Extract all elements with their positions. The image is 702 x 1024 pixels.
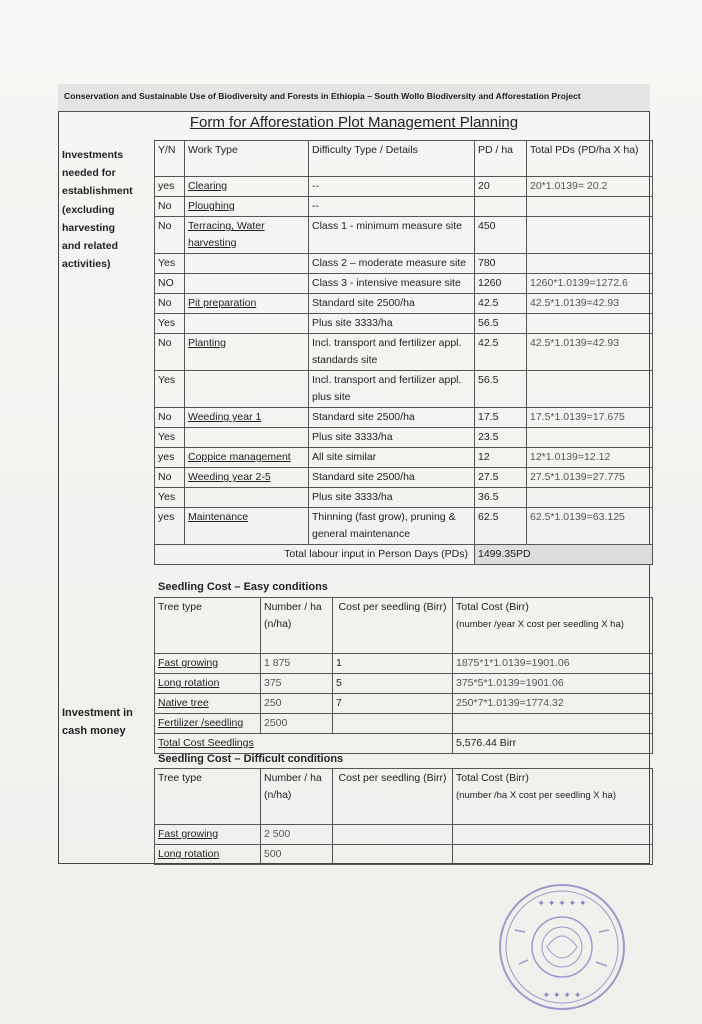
project-header: Conservation and Sustainable Use of Biodiversity and Forests in Ethiopia – South Wollo Biodiversity and Afforestation Project — [58, 84, 650, 112]
seedling-row — [155, 654, 653, 674]
cell-yn: NO — [155, 274, 185, 294]
cell-difficulty: Plus site 3333/ha — [309, 488, 475, 508]
cell-tree-type: Fertilizer /seedling — [155, 714, 261, 734]
cell-total-cost: 375*5*1.0139=1901.06 — [453, 674, 653, 694]
cell-total-pds: 42.5*1.0139=42.93 — [527, 294, 653, 314]
cell-work-type: Planting — [185, 334, 309, 371]
seedling-row — [155, 674, 653, 694]
col-number-ha: Number / ha (n/ha) — [261, 769, 333, 825]
total-labour-value: 1499.35PD — [475, 545, 653, 565]
cell-difficulty: -- — [309, 197, 475, 217]
cell-cost — [333, 825, 453, 845]
cell-work-type: Terracing, Water harvesting — [185, 217, 309, 254]
labour-row — [155, 468, 653, 488]
cell-difficulty: Incl. transport and fertilizer appl. standards site — [309, 334, 475, 371]
cell-difficulty: Standard site 2500/ha — [309, 468, 475, 488]
col-total-cost: Total Cost (Birr) (number /year X cost per seedling X ha) — [453, 598, 653, 654]
cell-pd-ha: 62.5 — [475, 508, 527, 545]
cell-work-type: Maintenance — [185, 508, 309, 545]
easy-heading: Seedling Cost – Easy conditions — [158, 581, 328, 593]
col-tree-type: Tree type — [155, 769, 261, 825]
official-stamp-icon — [495, 880, 630, 1015]
cell-work-type — [185, 314, 309, 334]
section-label-establishment: Investments needed for establishment (excluding harvesting and related activities) — [62, 149, 133, 271]
cell-cost — [333, 714, 453, 734]
labour-row — [155, 294, 653, 314]
difficult-header-row — [155, 769, 653, 825]
cell-total-pds: 42.5*1.0139=42.93 — [527, 334, 653, 371]
cell-work-type: Weeding year 2-5 — [185, 468, 309, 488]
cell-number: 2500 — [261, 714, 333, 734]
cell-pd-ha: 1260 — [475, 274, 527, 294]
cell-total-pds — [527, 314, 653, 334]
section-label-cash: Investment in cash money — [62, 707, 133, 737]
cell-work-type: Clearing — [185, 177, 309, 197]
cell-number: 375 — [261, 674, 333, 694]
cell-cost — [333, 845, 453, 865]
cell-total-cost: 1875*1*1.0139=1901.06 — [453, 654, 653, 674]
cell-pd-ha: 56.5 — [475, 314, 527, 334]
cell-work-type — [185, 371, 309, 408]
labour-row — [155, 177, 653, 197]
cell-difficulty: All site similar — [309, 448, 475, 468]
cell-cost: 7 — [333, 694, 453, 714]
difficult-seedling-table — [154, 768, 653, 865]
cell-difficulty: Class 1 - minimum measure site — [309, 217, 475, 254]
cell-pd-ha: 27.5 — [475, 468, 527, 488]
cell-difficulty: -- — [309, 177, 475, 197]
col-work-type: Work Type — [185, 141, 309, 177]
labour-row — [155, 408, 653, 428]
cell-pd-ha — [475, 197, 527, 217]
cell-yn: yes — [155, 508, 185, 545]
labour-row — [155, 274, 653, 294]
cell-total-pds — [527, 254, 653, 274]
cell-yn: Yes — [155, 488, 185, 508]
labour-row — [155, 448, 653, 468]
cell-pd-ha: 23.5 — [475, 428, 527, 448]
cell-pd-ha: 36.5 — [475, 488, 527, 508]
seedling-row — [155, 714, 653, 734]
cell-difficulty: Plus site 3333/ha — [309, 428, 475, 448]
cell-work-type — [185, 274, 309, 294]
cell-total-pds: 27.5*1.0139=27.775 — [527, 468, 653, 488]
labour-row — [155, 334, 653, 371]
cell-work-type: Weeding year 1 — [185, 408, 309, 428]
cell-difficulty: Class 2 – moderate measure site — [309, 254, 475, 274]
cell-difficulty: Plus site 3333/ha — [309, 314, 475, 334]
cell-pd-ha: 450 — [475, 217, 527, 254]
labour-row — [155, 254, 653, 274]
cell-total-pds — [527, 197, 653, 217]
col-cost-per-seedling: Cost per seedling (Birr) — [333, 769, 453, 825]
cell-yn: yes — [155, 177, 185, 197]
cell-work-type — [185, 254, 309, 274]
labour-row — [155, 371, 653, 408]
col-total-cost: Total Cost (Birr) (number /ha X cost per seedling X ha) — [453, 769, 653, 825]
col-yn: Y/N — [155, 141, 185, 177]
cell-yn: No — [155, 408, 185, 428]
cell-cost: 1 — [333, 654, 453, 674]
cell-difficulty: Standard site 2500/ha — [309, 294, 475, 314]
cell-total-cost — [453, 714, 653, 734]
easy-total-value: 5,576.44 Birr — [453, 734, 653, 754]
cell-total-cost — [453, 825, 653, 845]
seedling-row — [155, 694, 653, 714]
cell-total-pds: 62.5*1.0139=63.125 — [527, 508, 653, 545]
cell-yn: Yes — [155, 428, 185, 448]
cell-tree-type: Native tree — [155, 694, 261, 714]
cell-yn: Yes — [155, 314, 185, 334]
col-number-ha: Number / ha (n/ha) — [261, 598, 333, 654]
cell-total-pds: 17.5*1.0139=17.675 — [527, 408, 653, 428]
col-total-pds: Total PDs (PD/ha X ha) — [527, 141, 653, 177]
col-cost-per-seedling: Cost per seedling (Birr) — [333, 598, 453, 654]
cell-yn: No — [155, 197, 185, 217]
cell-yn: No — [155, 334, 185, 371]
cell-total-pds — [527, 371, 653, 408]
cell-difficulty: Incl. transport and fertilizer appl. plus site — [309, 371, 475, 408]
cell-total-pds: 12*1.0139=12.12 — [527, 448, 653, 468]
svg-text:✦ ✦ ✦ ✦ ✦: ✦ ✦ ✦ ✦ ✦ — [537, 899, 587, 909]
easy-total-row — [155, 734, 653, 754]
cell-work-type: Ploughing — [185, 197, 309, 217]
cell-pd-ha: 12 — [475, 448, 527, 468]
seedling-row — [155, 825, 653, 845]
labour-row — [155, 488, 653, 508]
cell-yn: No — [155, 468, 185, 488]
cell-total-cost: 250*7*1.0139=1774.32 — [453, 694, 653, 714]
cell-yn: No — [155, 294, 185, 314]
cell-total-cost — [453, 845, 653, 865]
cell-tree-type: Fast growing — [155, 654, 261, 674]
labour-table — [154, 140, 653, 565]
total-labour-label: Total labour input in Person Days (PDs) — [155, 545, 475, 565]
col-pd-ha: PD / ha — [475, 141, 527, 177]
col-difficulty: Difficulty Type / Details — [309, 141, 475, 177]
cell-work-type — [185, 428, 309, 448]
cell-yn: Yes — [155, 371, 185, 408]
easy-total-label: Total Cost Seedlings — [155, 734, 453, 754]
labour-row — [155, 508, 653, 545]
labour-row — [155, 197, 653, 217]
labour-row — [155, 428, 653, 448]
cell-difficulty: Thinning (fast grow), pruning & general maintenance — [309, 508, 475, 545]
cell-work-type: Pit preparation — [185, 294, 309, 314]
labour-row — [155, 217, 653, 254]
cell-pd-ha: 17.5 — [475, 408, 527, 428]
cell-total-pds: 20*1.0139= 20.2 — [527, 177, 653, 197]
cell-number: 500 — [261, 845, 333, 865]
cell-pd-ha: 780 — [475, 254, 527, 274]
cell-yn: Yes — [155, 254, 185, 274]
easy-seedling-table — [154, 597, 653, 754]
cell-pd-ha: 42.5 — [475, 334, 527, 371]
cell-tree-type: Long rotation — [155, 674, 261, 694]
svg-text:✦ ✦ ✦ ✦: ✦ ✦ ✦ ✦ — [542, 991, 582, 1001]
cell-tree-type: Fast growing — [155, 825, 261, 845]
cell-difficulty: Class 3 - intensive measure site — [309, 274, 475, 294]
cell-number: 1 875 — [261, 654, 333, 674]
cell-total-pds — [527, 428, 653, 448]
cell-yn: yes — [155, 448, 185, 468]
cell-work-type: Coppice management — [185, 448, 309, 468]
difficult-heading: Seedling Cost – Difficult conditions — [158, 753, 344, 765]
seedling-row — [155, 845, 653, 865]
cell-number: 250 — [261, 694, 333, 714]
form-title: Form for Afforestation Plot Management Planning — [189, 114, 519, 131]
labour-header-row — [155, 141, 653, 177]
col-tree-type: Tree type — [155, 598, 261, 654]
easy-header-row — [155, 598, 653, 654]
cell-total-pds — [527, 488, 653, 508]
cell-total-pds: 1260*1.0139=1272.6 — [527, 274, 653, 294]
labour-row — [155, 314, 653, 334]
total-labour-row — [155, 545, 653, 565]
cell-number: 2 500 — [261, 825, 333, 845]
cell-cost: 5 — [333, 674, 453, 694]
cell-pd-ha: 42.5 — [475, 294, 527, 314]
cell-pd-ha: 20 — [475, 177, 527, 197]
cell-tree-type: Long rotation — [155, 845, 261, 865]
cell-yn: No — [155, 217, 185, 254]
cell-total-pds — [527, 217, 653, 254]
cell-pd-ha: 56.5 — [475, 371, 527, 408]
cell-difficulty: Standard site 2500/ha — [309, 408, 475, 428]
cell-work-type — [185, 488, 309, 508]
